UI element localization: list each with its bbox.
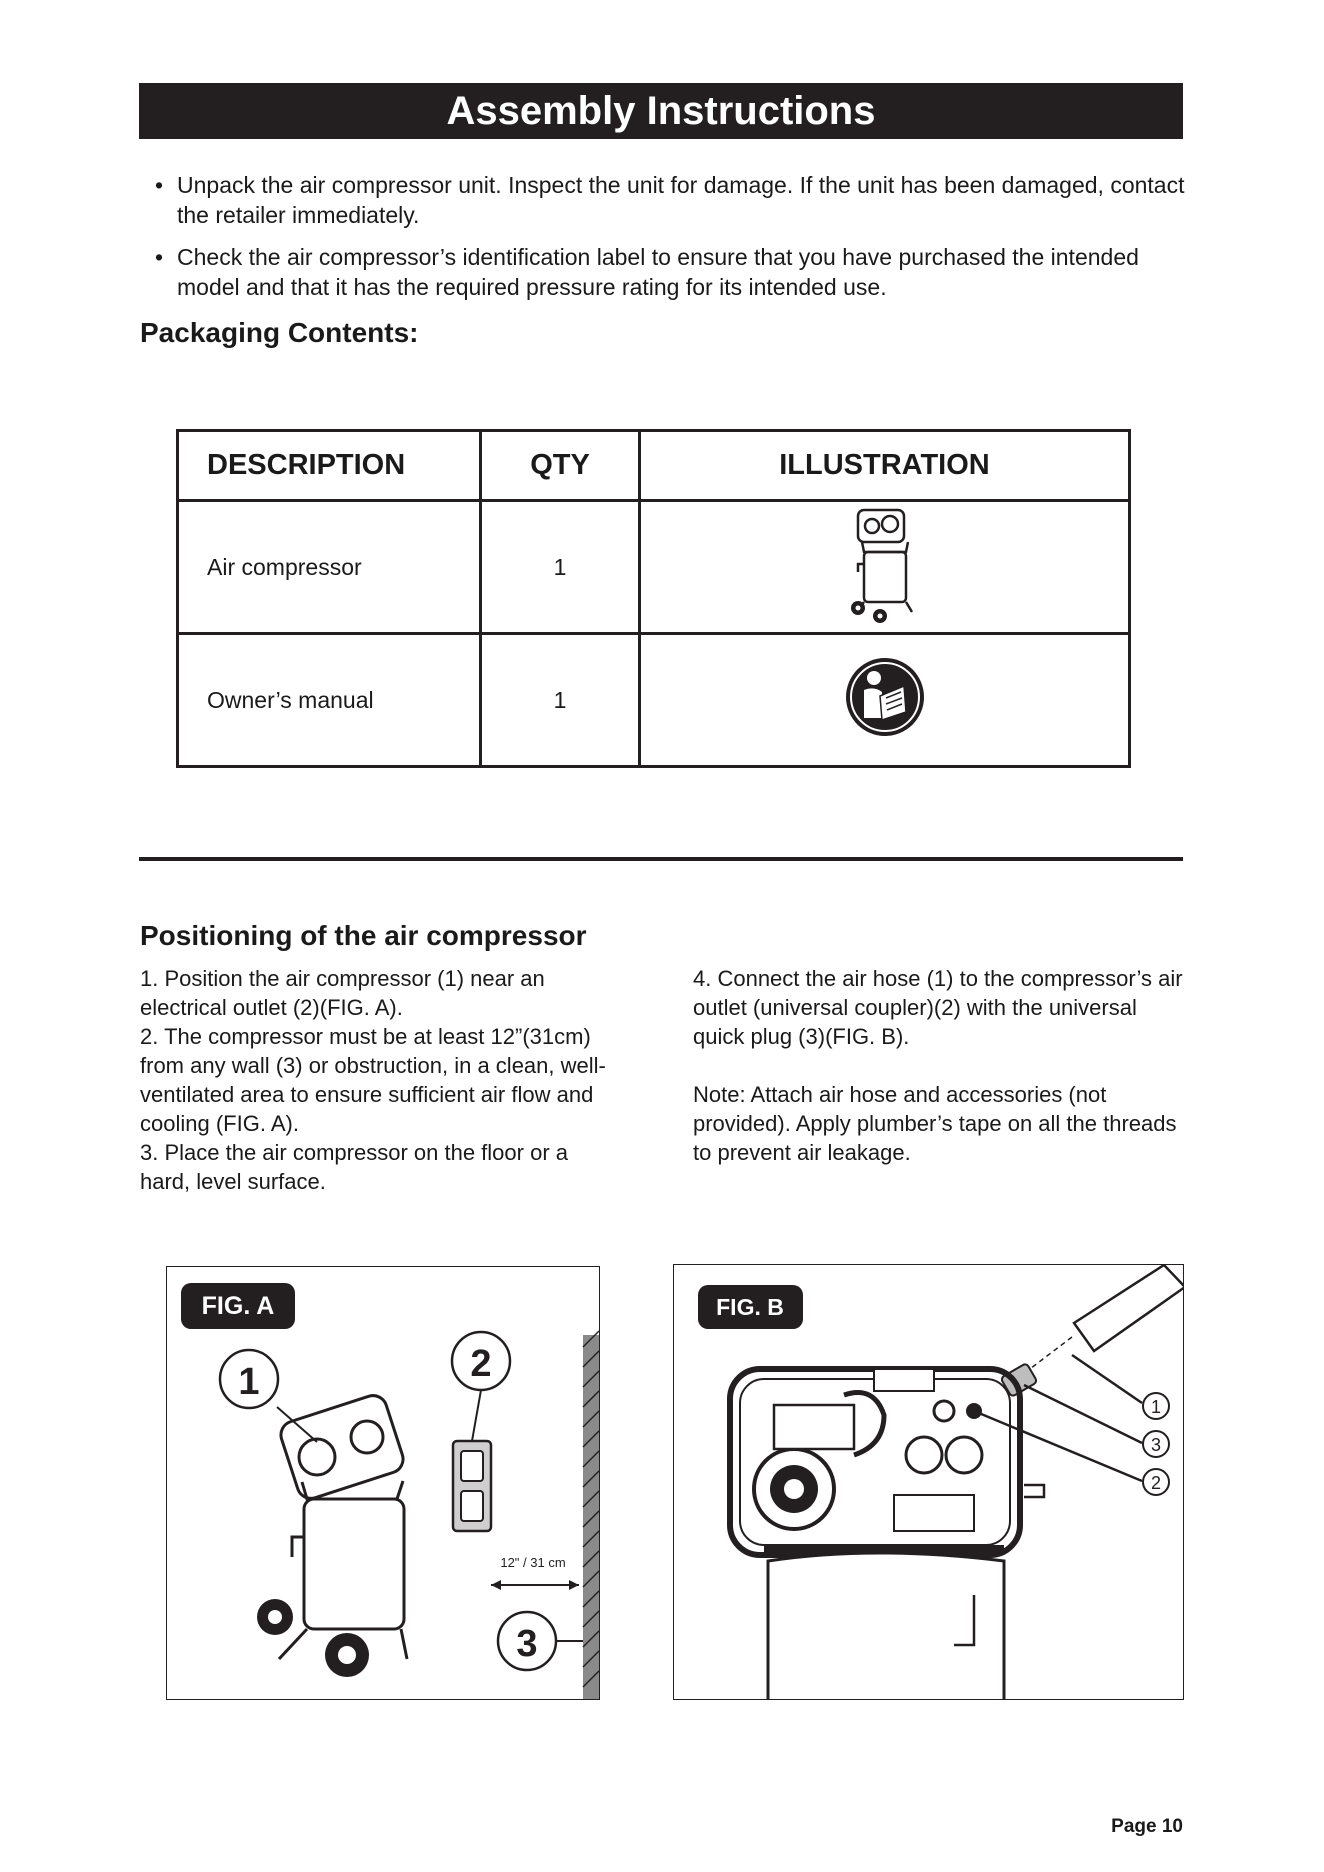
distance-label: 12" / 31 cm — [500, 1555, 566, 1570]
figure-label: FIG. B — [716, 1294, 784, 1320]
row-illustration — [640, 634, 1130, 767]
intro-bullet-list — [155, 170, 1185, 314]
air-compressor-icon — [850, 504, 920, 624]
intro-bullet: • Unpack the air compressor unit. Inspect the unit for damage. If the unit has been damaged, contact the retailer immediately. — [155, 170, 1185, 230]
positioning-heading: Positioning of the air compressor — [140, 920, 587, 951]
callout-2: 2 — [470, 1343, 492, 1385]
figure-b — [673, 1264, 1184, 1700]
column-header-illustration: ILLUSTRATION — [640, 431, 1130, 501]
column-header-description: DESCRIPTION — [178, 431, 481, 501]
row-illustration — [640, 501, 1130, 634]
instruction-paragraph: 1. Position the air compressor (1) near an electrical outlet (2)(FIG. A). 2. The compressor must be at least 12”(31cm) from any wall (3) or obstruction, in a clean, well-ventilated area to ensure sufficient air flow and cooling (FIG. A). 3. Place the air compressor on the floor or a hard, level surface. — [140, 966, 606, 1194]
callout-3: 3 — [1150, 1435, 1162, 1455]
callout-1: 1 — [238, 1361, 260, 1403]
row-qty: 1 — [481, 501, 640, 634]
page-title: Assembly Instructions — [139, 83, 1183, 139]
instruction-paragraph: 4. Connect the air hose (1) to the compressor’s air outlet (universal coupler)(2) with the universal quick plug (3)(FIG. B). — [693, 966, 1183, 1049]
page-number: Page 10 — [1111, 1816, 1183, 1837]
note-paragraph: Note: Attach air hose and accessories (not provided). Apply plumber’s tape on all the threads to prevent air leakage. — [693, 1082, 1177, 1165]
row-description: Owner’s manual — [178, 634, 481, 767]
row-description: Air compressor — [178, 501, 481, 634]
row-qty: 1 — [481, 634, 640, 767]
positioning-steps-right — [693, 964, 1193, 1196]
table-row — [178, 634, 1130, 767]
read-manual-icon — [844, 656, 926, 738]
callout-2: 2 — [1150, 1473, 1162, 1493]
positioning-steps-left — [140, 964, 610, 1225]
section-divider — [139, 857, 1183, 861]
figure-a — [166, 1266, 600, 1700]
callout-1: 1 — [1150, 1397, 1162, 1417]
table-row — [178, 501, 1130, 634]
column-header-qty: QTY — [481, 431, 640, 501]
intro-bullet: • Check the air compressor’s identification label to ensure that you have purchased the intended model and that it has the required pressure rating for its intended use. — [155, 242, 1185, 302]
callout-3: 3 — [516, 1623, 538, 1665]
table-header-row — [178, 431, 1130, 501]
packaging-table — [176, 429, 1131, 768]
packaging-heading: Packaging Contents: — [140, 317, 419, 348]
figure-label: FIG. A — [201, 1292, 275, 1320]
